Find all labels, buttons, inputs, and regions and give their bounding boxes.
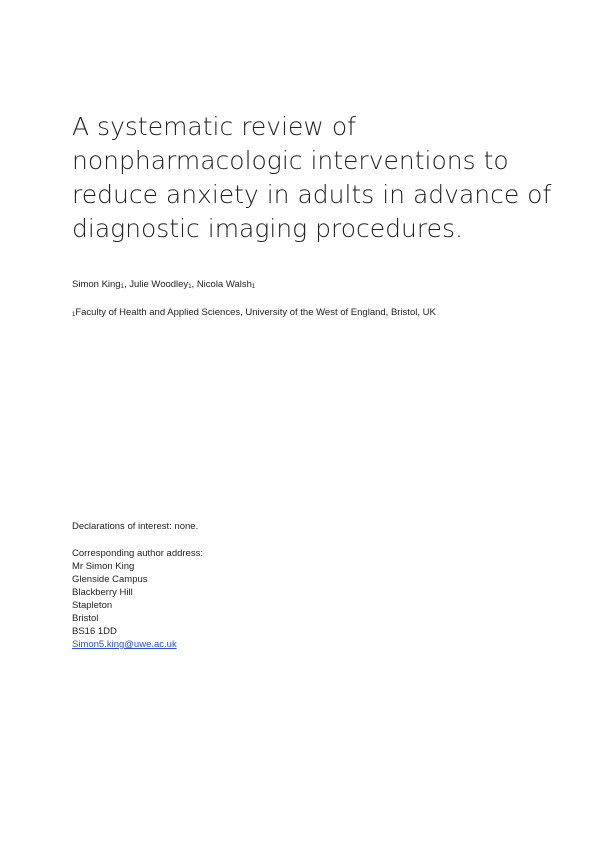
affiliation (72, 307, 436, 318)
title-line: nonpharmacologic interventions to (72, 146, 509, 175)
correspondence-heading: Corresponding author address: (72, 548, 203, 559)
address-line: Mr Simon King (72, 561, 135, 572)
address-line: BS16 1DD (72, 626, 117, 637)
paper-title (72, 110, 552, 246)
author-name: Simon King (72, 279, 121, 290)
address-line: Bristol (72, 613, 99, 624)
affiliation-mark: 1 (72, 312, 76, 318)
title-line: A systematic review of (72, 112, 356, 141)
declarations-of-interest: Declarations of interest: none. (72, 521, 199, 532)
title-line: diagnostic imaging procedures. (72, 214, 463, 243)
address-line: Blackberry Hill (72, 587, 133, 598)
affiliation-mark: 1 (188, 284, 192, 290)
email-link[interactable]: Simon5.king@uwe.ac.uk (72, 639, 177, 650)
address-line: Stapleton (72, 600, 113, 611)
author-list: Simon King$_1$, Julie Woodley$_1$, Nicola Walsh$_1$ (72, 279, 256, 290)
author-name: Nicola Walsh (196, 279, 252, 290)
affiliation-text: Faculty of Health and Applied Sciences, University of the West of England, Bristol, UK (75, 307, 436, 318)
author-name: Julie Woodley (129, 279, 189, 290)
address-line: Glenside Campus (72, 574, 148, 585)
correspondence-block (72, 547, 203, 651)
affiliation-mark: 1 (251, 284, 256, 290)
title-line: reduce anxiety in adults in advance of (72, 180, 552, 209)
affiliation-mark: 1 (120, 284, 124, 290)
